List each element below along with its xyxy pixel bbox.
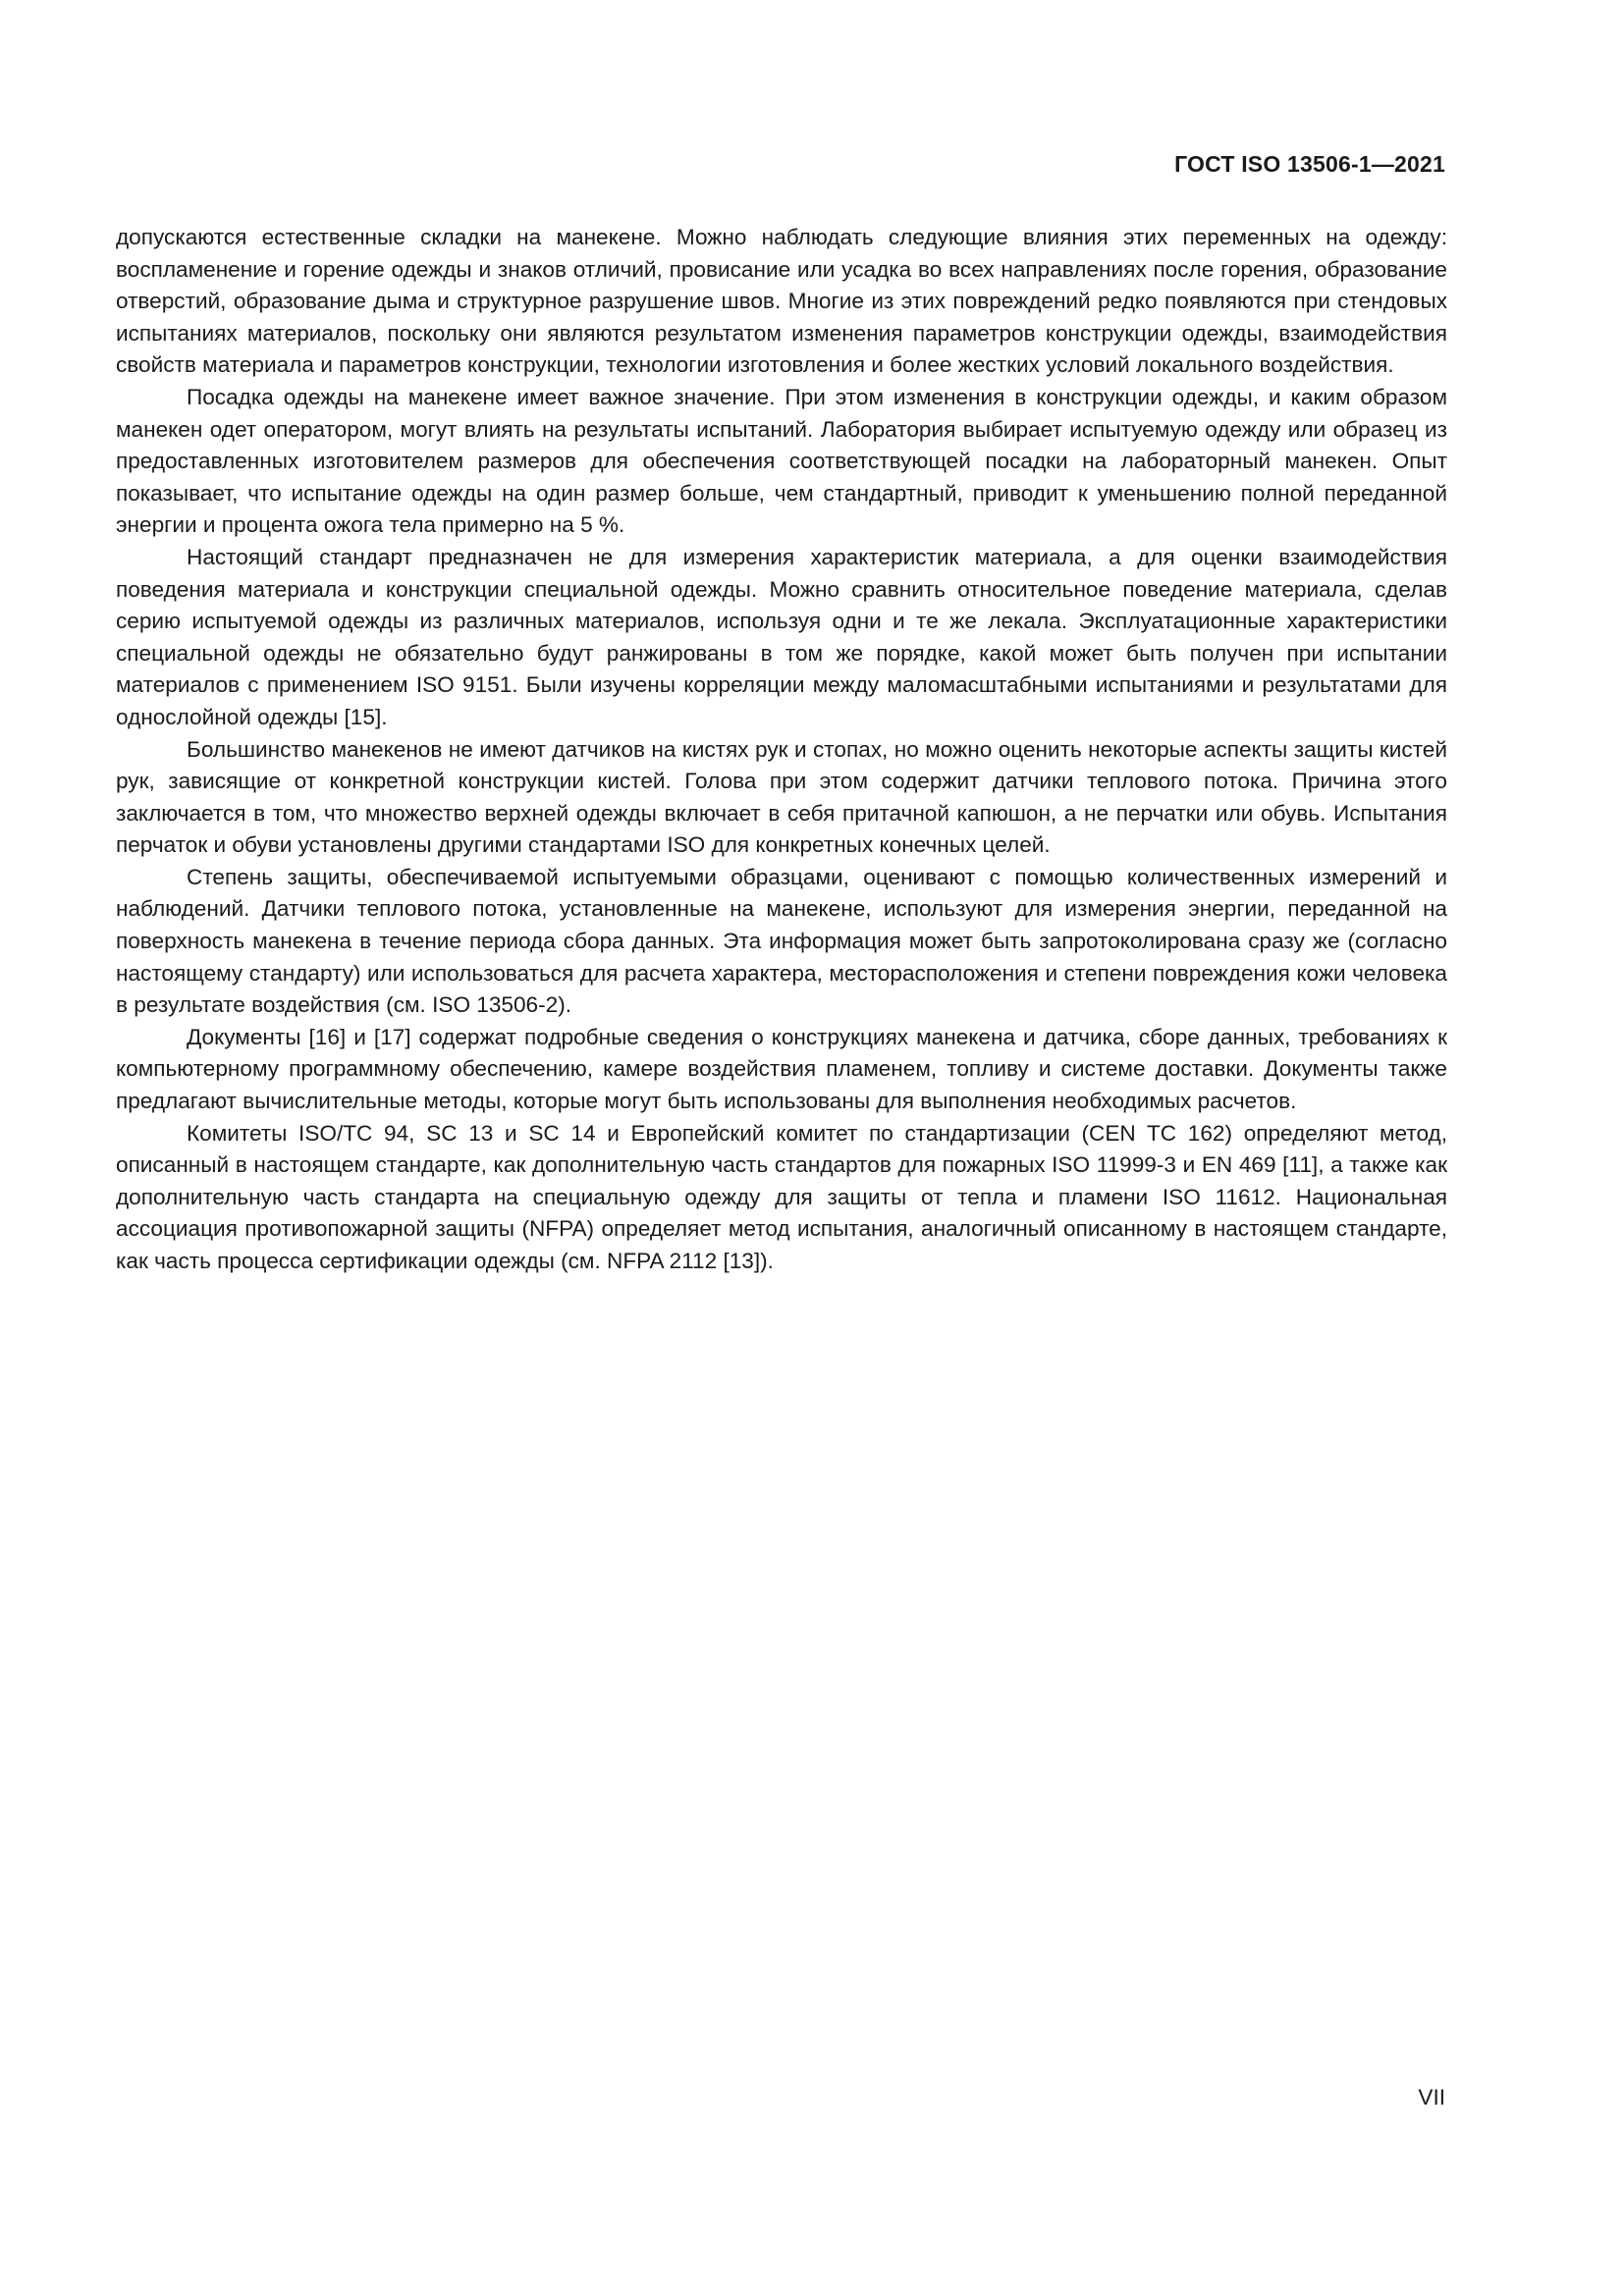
paragraph: Посадка одежды на манекене имеет важное значение. При этом изменения в конструкции одежды, и каким образом манекен одет оператором, могут влиять на результаты испытаний. Лаборатория выбирает испытуемую одежду или образец из предоставленных изготовителем размеров для обеспечения соответствующей посадки на лабораторный манекен. Опыт показывает, что испытание одежды на один размер больше, чем стандартный, приводит к уменьшению полной переданной энергии и процента ожога тела примерно на 5 %. (116, 384, 1447, 538)
paragraph: допускаются естественные складки на манекене. Можно наблюдать следующие влияния этих переменных на одежду: воспламенение и горение одежды и знаков отличий, провисание или усадка во всех направлениях после горения, образование отверстий, образование дыма и структурное разрушение швов. Многие из этих повреждений редко появляются при стендовых испытаниях материалов, поскольку они являются результатом изменения параметров конструкции одежды, взаимодействия свойств материала и параметров конструкции, технологии изготовления и более жестких условий локального воздействия. (116, 225, 1447, 378)
body-text (116, 222, 1447, 1278)
paragraph: Степень защиты, обеспечиваемой испытуемыми образцами, оценивают с помощью количественных измерений и наблюдений. Датчики теплового потока, установленные на манекене, используют для измерения энергии, переданной на поверхность манекена в течение периода сбора данных. Эта информация может быть запротоколирована сразу же (согласно настоящему стандарту) или использоваться для расчета характера, месторасположения и степени повреждения кожи человека в результате воздействия (см. ISO 13506-2). (116, 864, 1447, 1018)
paragraph: Большинство манекенов не имеют датчиков на кистях рук и стопах, но можно оценить некоторые аспекты защиты кистей рук, зависящие от конкретной конструкции кистей. Голова при этом содержит датчики теплового потока. Причина этого заключается в том, что множество верхней одежды включает в себя притачной капюшон, а не перчатки или обувь. Испытания перчаток и обуви установлены другими стандартами ISO для конкретных конечных целей. (116, 736, 1447, 858)
page-number: VII (1418, 2085, 1445, 2109)
paragraph: Настоящий стандарт предназначен не для измерения характеристик материала, а для оценки взаимодействия поведения материала и конструкции специальной одежды. Можно сравнить относительное поведение материала, сделав серию испытуемой одежды из различных материалов, используя одни и те же лекала. Эксплуатационные характеристики специальной одежды не обязательно будут ранжированы в том же порядке, какой может быть получен при испытании материалов с применением ISO 9151. Были изучены корреляции между маломасштабными испытаниями и результатами для однослойной одежды [15]. (116, 544, 1447, 729)
page-header-standard-id: ГОСТ ISO 13506-1—2021 (1174, 151, 1445, 177)
paragraph: Документы [16] и [17] содержат подробные сведения о конструкциях манекена и датчика, сборе данных, требованиях к компьютерному программному обеспечению, камере воздействия пламенем, топливу и системе доставки. Документы также предлагают вычислительные методы, которые могут быть использованы для выполнения необходимых расчетов. (116, 1024, 1447, 1114)
paragraph: Комитеты ISO/TC 94, SC 13 и SC 14 и Европейский комитет по стандартизации (CEN TC 162) определяют метод, описанный в настоящем стандарте, как дополнительную часть стандартов для пожарных ISO 11999-3 и EN 469 [11], а также как дополнительную часть стандарта на специальную одежду для защиты от тепла и пламени ISO 11612. Национальная ассоциация противопожарной защиты (NFPA) определяет метод испытания, аналогичный описанному в настоящем стандарте, как часть процесса сертификации одежды (см. NFPA 2112 [13]). (116, 1120, 1447, 1273)
